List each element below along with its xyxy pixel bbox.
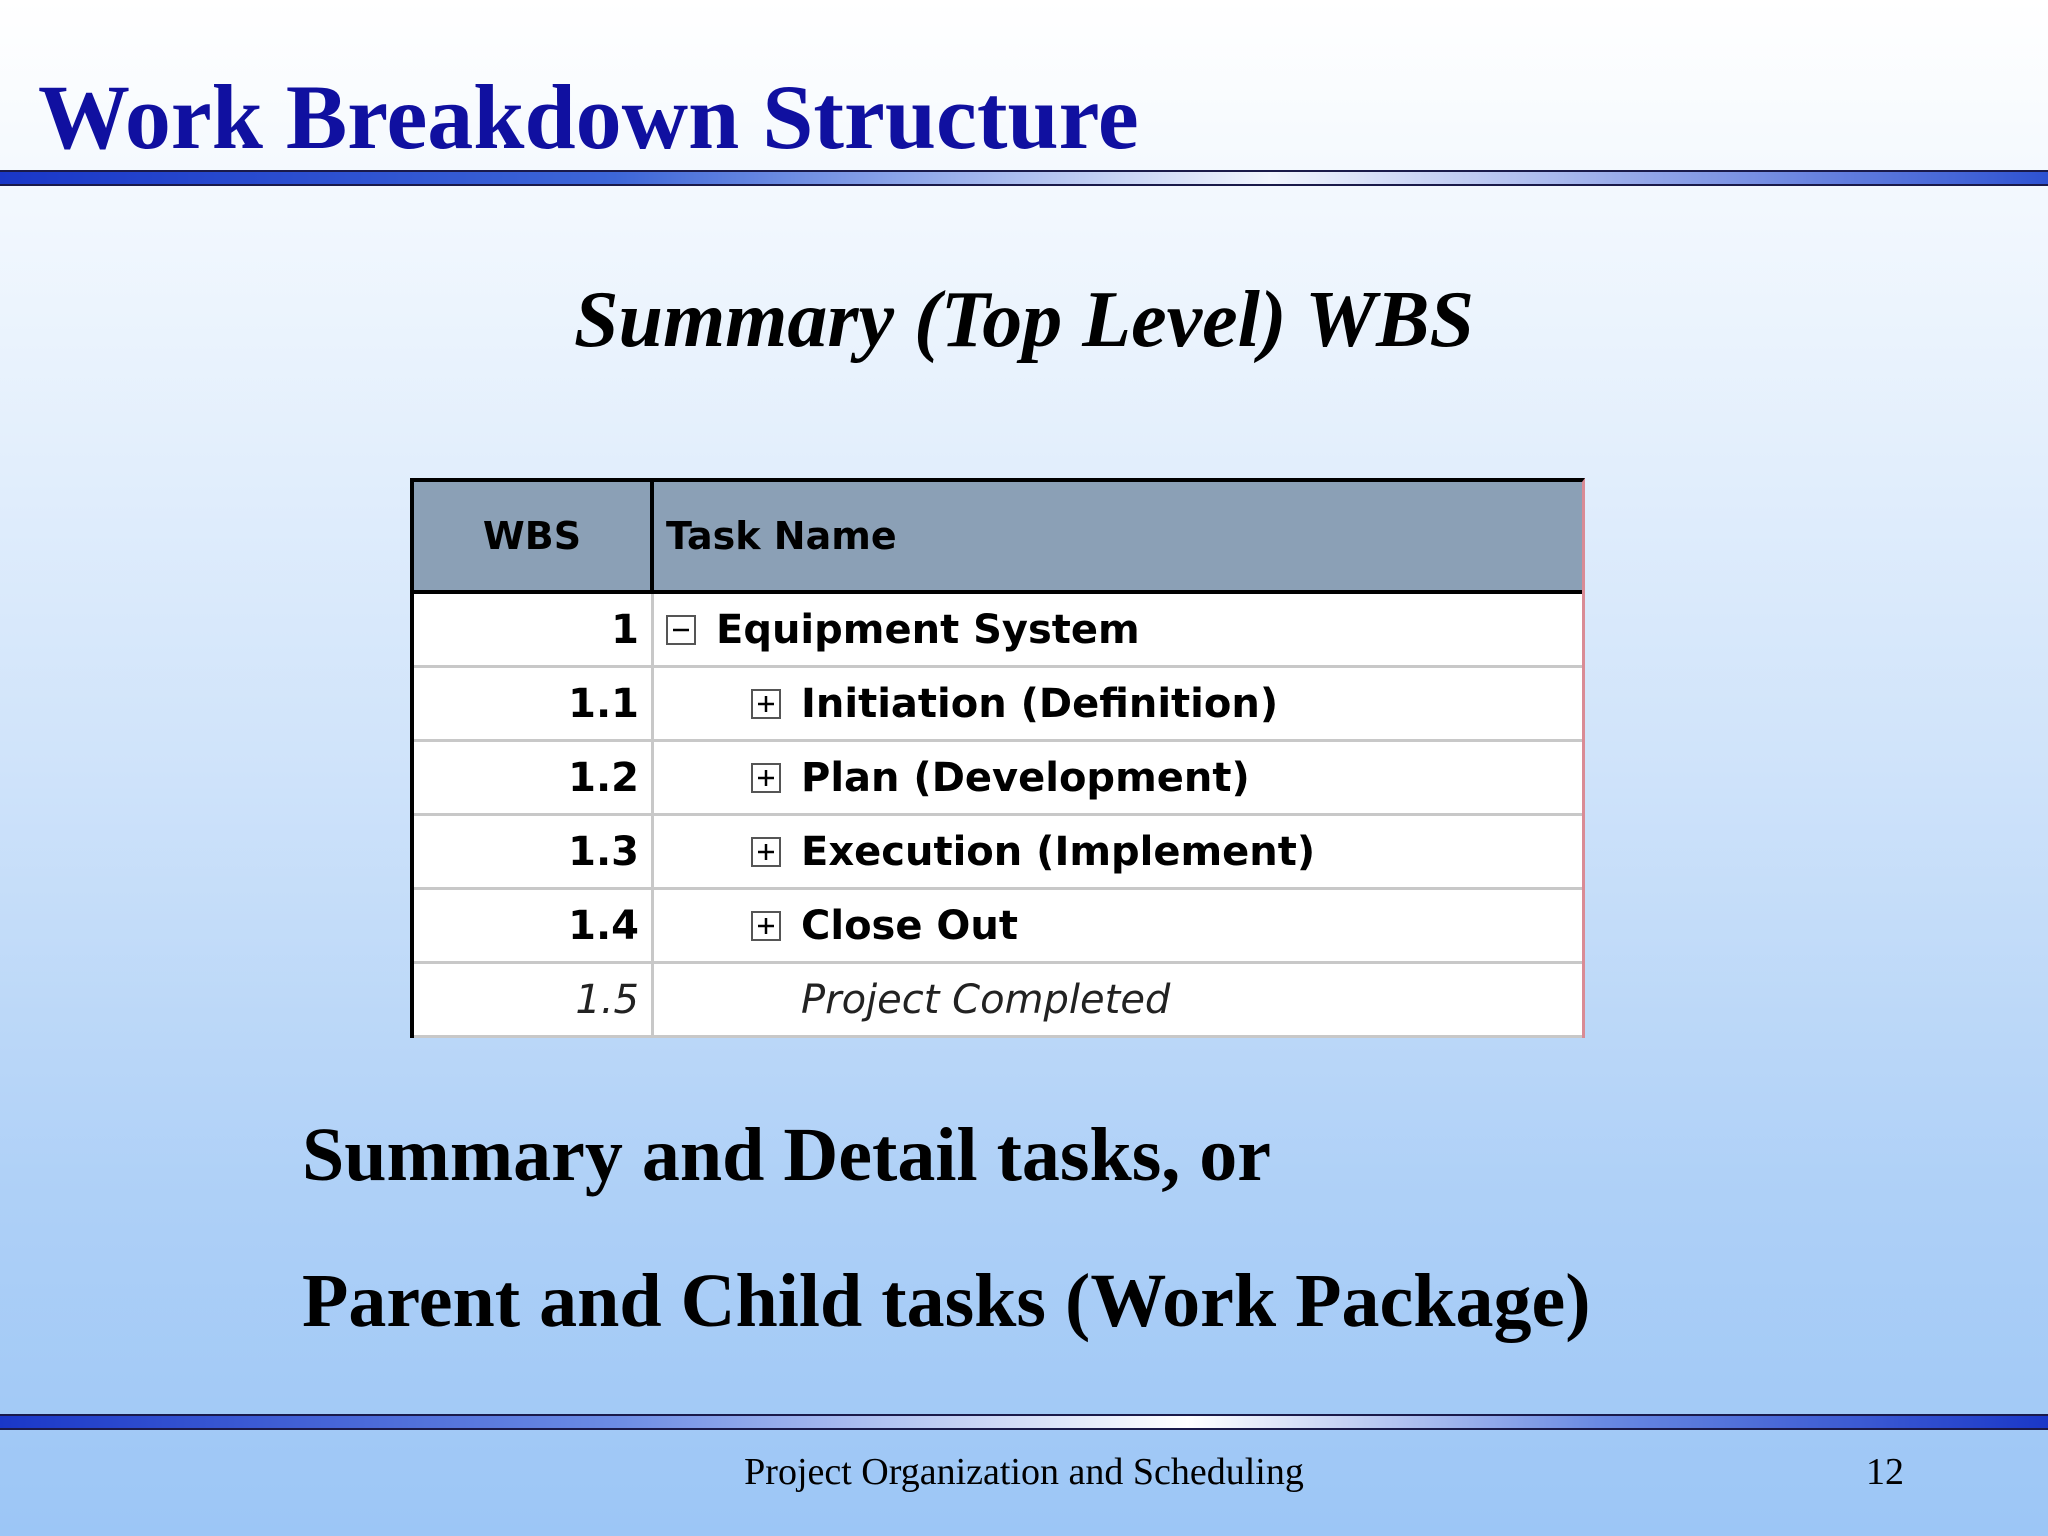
expand-icon[interactable]	[751, 911, 781, 941]
footer-text: Project Organization and Scheduling	[744, 1451, 1304, 1493]
page-number: 12	[1866, 1451, 1904, 1493]
wbs-cell: 1.4	[414, 890, 654, 961]
wbs-cell: 1.1	[414, 668, 654, 739]
task-name-cell	[654, 964, 1582, 1035]
task-name: Project Completed	[801, 976, 1171, 1023]
collapse-icon[interactable]	[666, 615, 696, 645]
footer-divider	[0, 1414, 2048, 1430]
column-header-wbs[interactable]: WBS	[414, 482, 654, 590]
wbs-table	[410, 478, 1585, 1038]
task-name-cell	[654, 816, 1582, 887]
table-header-row	[414, 482, 1582, 594]
task-name: Close Out	[801, 902, 1019, 949]
expand-icon[interactable]	[751, 763, 781, 793]
table-row[interactable]	[414, 816, 1582, 890]
table-row[interactable]	[414, 890, 1582, 964]
table-row[interactable]	[414, 964, 1582, 1038]
task-name-cell	[654, 594, 1582, 665]
slide-subtitle: Summary (Top Level) WBS	[573, 276, 1475, 364]
slide-title: Work Breakdown Structure	[38, 66, 1139, 168]
wbs-cell: 1.3	[414, 816, 654, 887]
table-row[interactable]	[414, 594, 1582, 668]
expand-icon[interactable]	[751, 689, 781, 719]
title-divider	[0, 170, 2048, 186]
body-line-parent: Parent and Child tasks (Work Package)	[302, 1259, 1591, 1343]
wbs-cell: 1	[414, 594, 654, 665]
task-name-cell	[654, 742, 1582, 813]
task-name: Execution (Implement)	[801, 828, 1316, 875]
task-name: Initiation (Definition)	[801, 680, 1279, 727]
task-name: Plan (Development)	[801, 754, 1250, 801]
task-name-cell	[654, 890, 1582, 961]
wbs-cell: 1.2	[414, 742, 654, 813]
task-name: Equipment System	[716, 606, 1140, 653]
expand-icon[interactable]	[751, 837, 781, 867]
table-row[interactable]	[414, 668, 1582, 742]
body-line-summary: Summary and Detail tasks, or	[302, 1113, 1272, 1197]
column-header-task-name[interactable]: Task Name	[666, 514, 897, 558]
table-row[interactable]	[414, 742, 1582, 816]
task-name-cell	[654, 668, 1582, 739]
wbs-cell: 1.5	[414, 964, 654, 1035]
